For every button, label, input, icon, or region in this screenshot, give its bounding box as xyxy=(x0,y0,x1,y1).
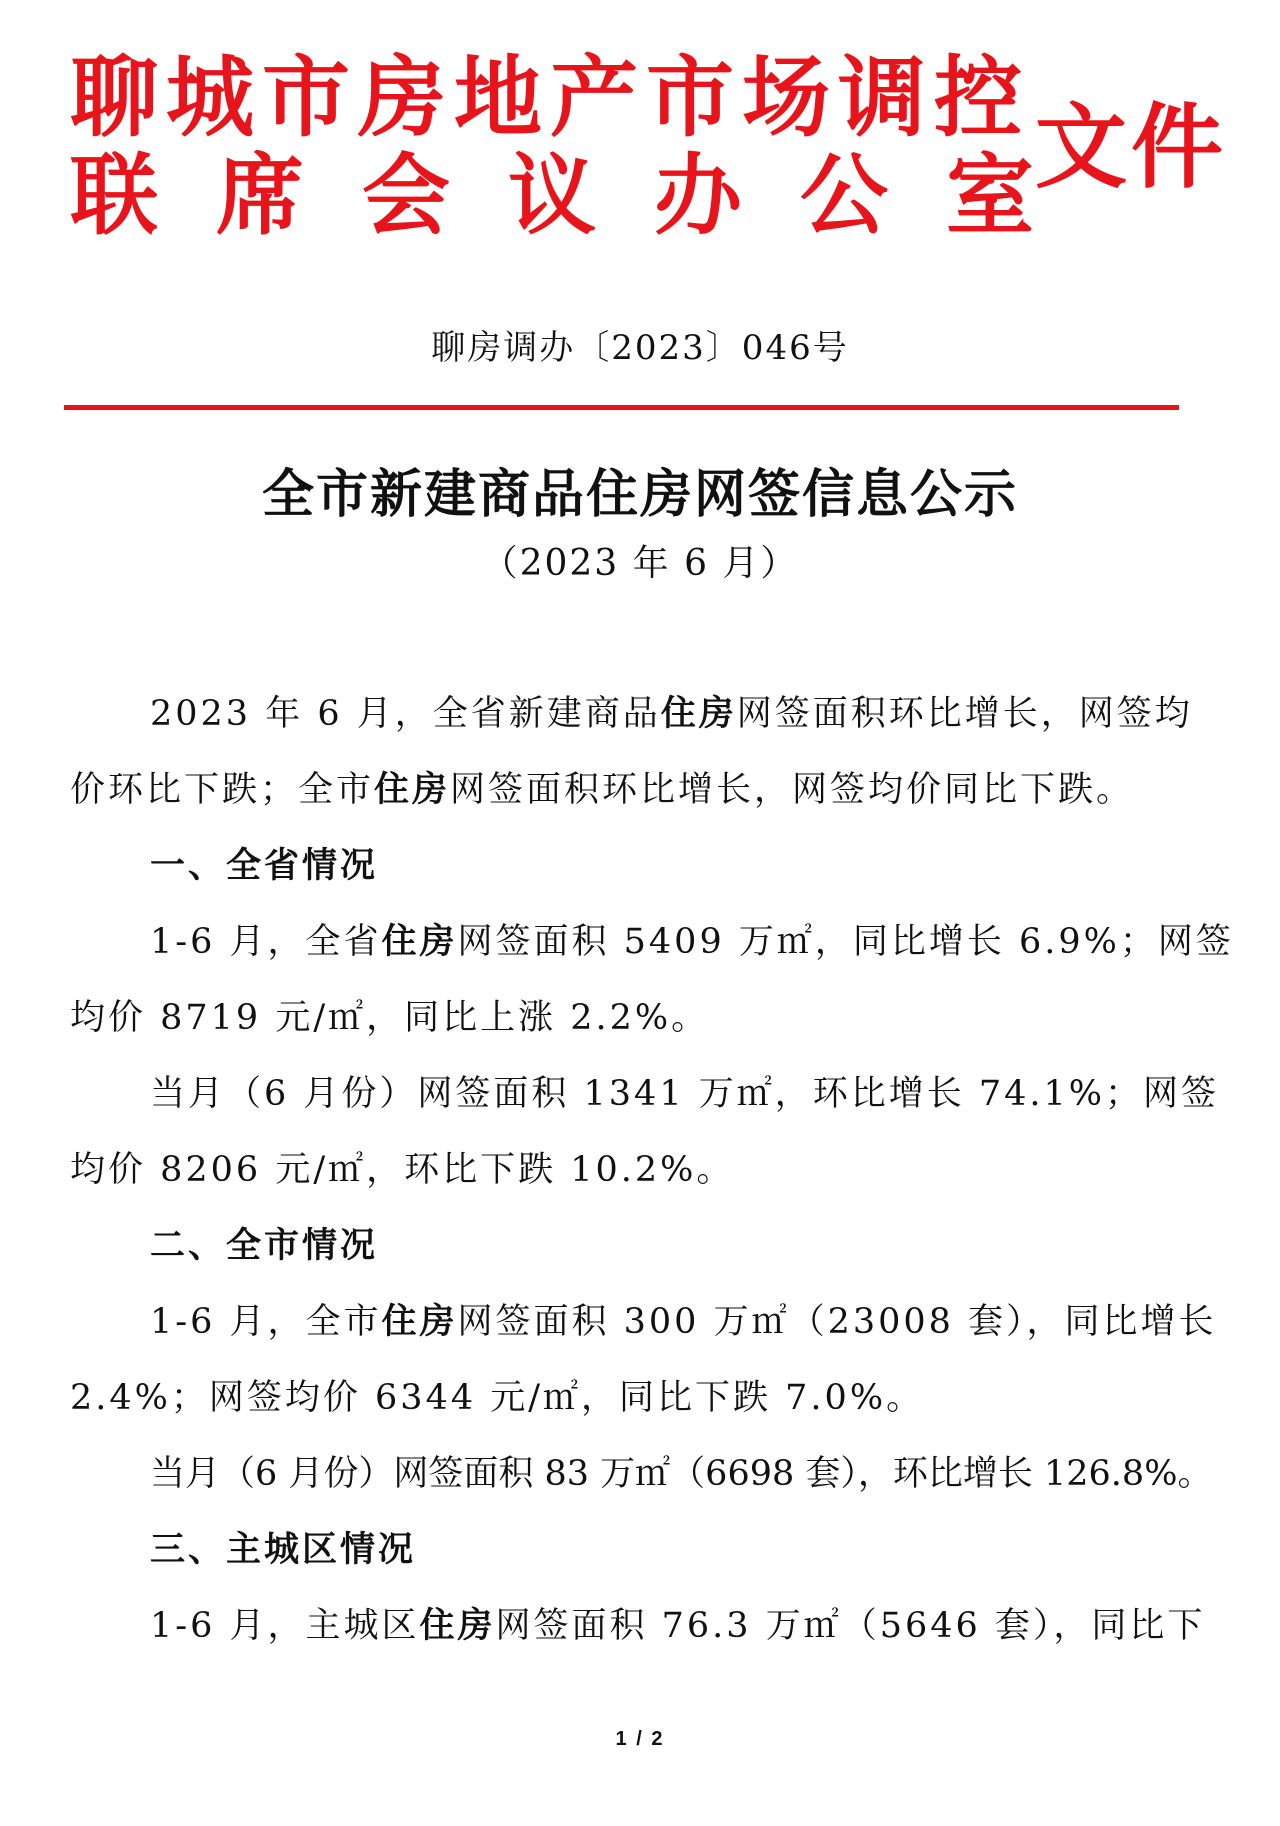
text-run: 1-6 月，主城区 xyxy=(150,1606,420,1646)
document-subtitle: （2023 年 6 月） xyxy=(481,543,799,584)
paragraph-intro-line1 xyxy=(70,676,1193,752)
paragraph-city-ytd-line1 xyxy=(70,1284,1217,1360)
document-header xyxy=(70,46,1228,248)
red-divider xyxy=(64,405,1179,410)
header-file-label: 文件 xyxy=(1035,94,1228,201)
text-run: 1-6 月，全市 xyxy=(150,1302,382,1342)
paragraph-city-ytd-line2: 2.4%；网签均价 6344 元/㎡，同比下跌 7.0%。 xyxy=(70,1378,925,1418)
text-run: 网签面积环比增长，网签均 xyxy=(736,694,1193,734)
bold-run: 住房 xyxy=(374,770,451,810)
bold-run: 住房 xyxy=(381,922,458,962)
text-run: 网签面积环比增长，网签均价同比下跌。 xyxy=(450,770,1135,810)
document-body xyxy=(70,676,1234,1664)
text-run: 网签面积 300 万㎡（23008 套），同比增长 xyxy=(457,1302,1217,1342)
paragraph-province-ytd-line2: 均价 8719 元/㎡，同比上涨 2.2%。 xyxy=(70,998,710,1038)
text-run: 1-6 月，全省 xyxy=(150,922,382,962)
document-number: 聊房调办〔2023〕046号 xyxy=(431,328,849,368)
text-run: 网签面积 76.3 万㎡（5646 套），同比下 xyxy=(495,1606,1206,1646)
text-run: 网签面积 5409 万㎡，同比增长 6.9%；网签 xyxy=(457,922,1234,962)
bold-run: 住房 xyxy=(660,694,737,734)
paragraph-province-month-line1: 当月（6 月份）网签面积 1341 万㎡，环比增长 74.1%；网签 xyxy=(150,1074,1220,1114)
header-issuer-line2: 联席会议办公室 xyxy=(70,144,1093,247)
text-run: 2023 年 6 月，全省新建商品 xyxy=(150,694,661,734)
document-title: 全市新建商品住房网签信息公示 xyxy=(261,465,1018,525)
header-issuer-line1: 聊城市房地产市场调控 xyxy=(70,46,1031,149)
paragraph-province-month-line2: 均价 8206 元/㎡，环比下跌 10.2%。 xyxy=(70,1150,735,1190)
page-number: 1 / 2 xyxy=(615,1728,665,1750)
text-run: 价环比下跌；全市 xyxy=(70,770,375,810)
section-heading-main-district: 三、主城区情况 xyxy=(150,1530,417,1570)
section-heading-province: 一、全省情况 xyxy=(150,846,379,886)
bold-run: 住房 xyxy=(381,1302,458,1342)
paragraph-city-month: 当月（6 月份）网签面积 83 万㎡（6698 套），环比增长 126.8%。 xyxy=(150,1454,1213,1494)
section-heading-city: 二、全市情况 xyxy=(150,1226,379,1266)
bold-run: 住房 xyxy=(419,1606,496,1646)
paragraph-intro-line2 xyxy=(70,752,1182,828)
paragraph-main-district-line1 xyxy=(70,1588,1206,1664)
paragraph-province-ytd-line1 xyxy=(70,904,1234,980)
